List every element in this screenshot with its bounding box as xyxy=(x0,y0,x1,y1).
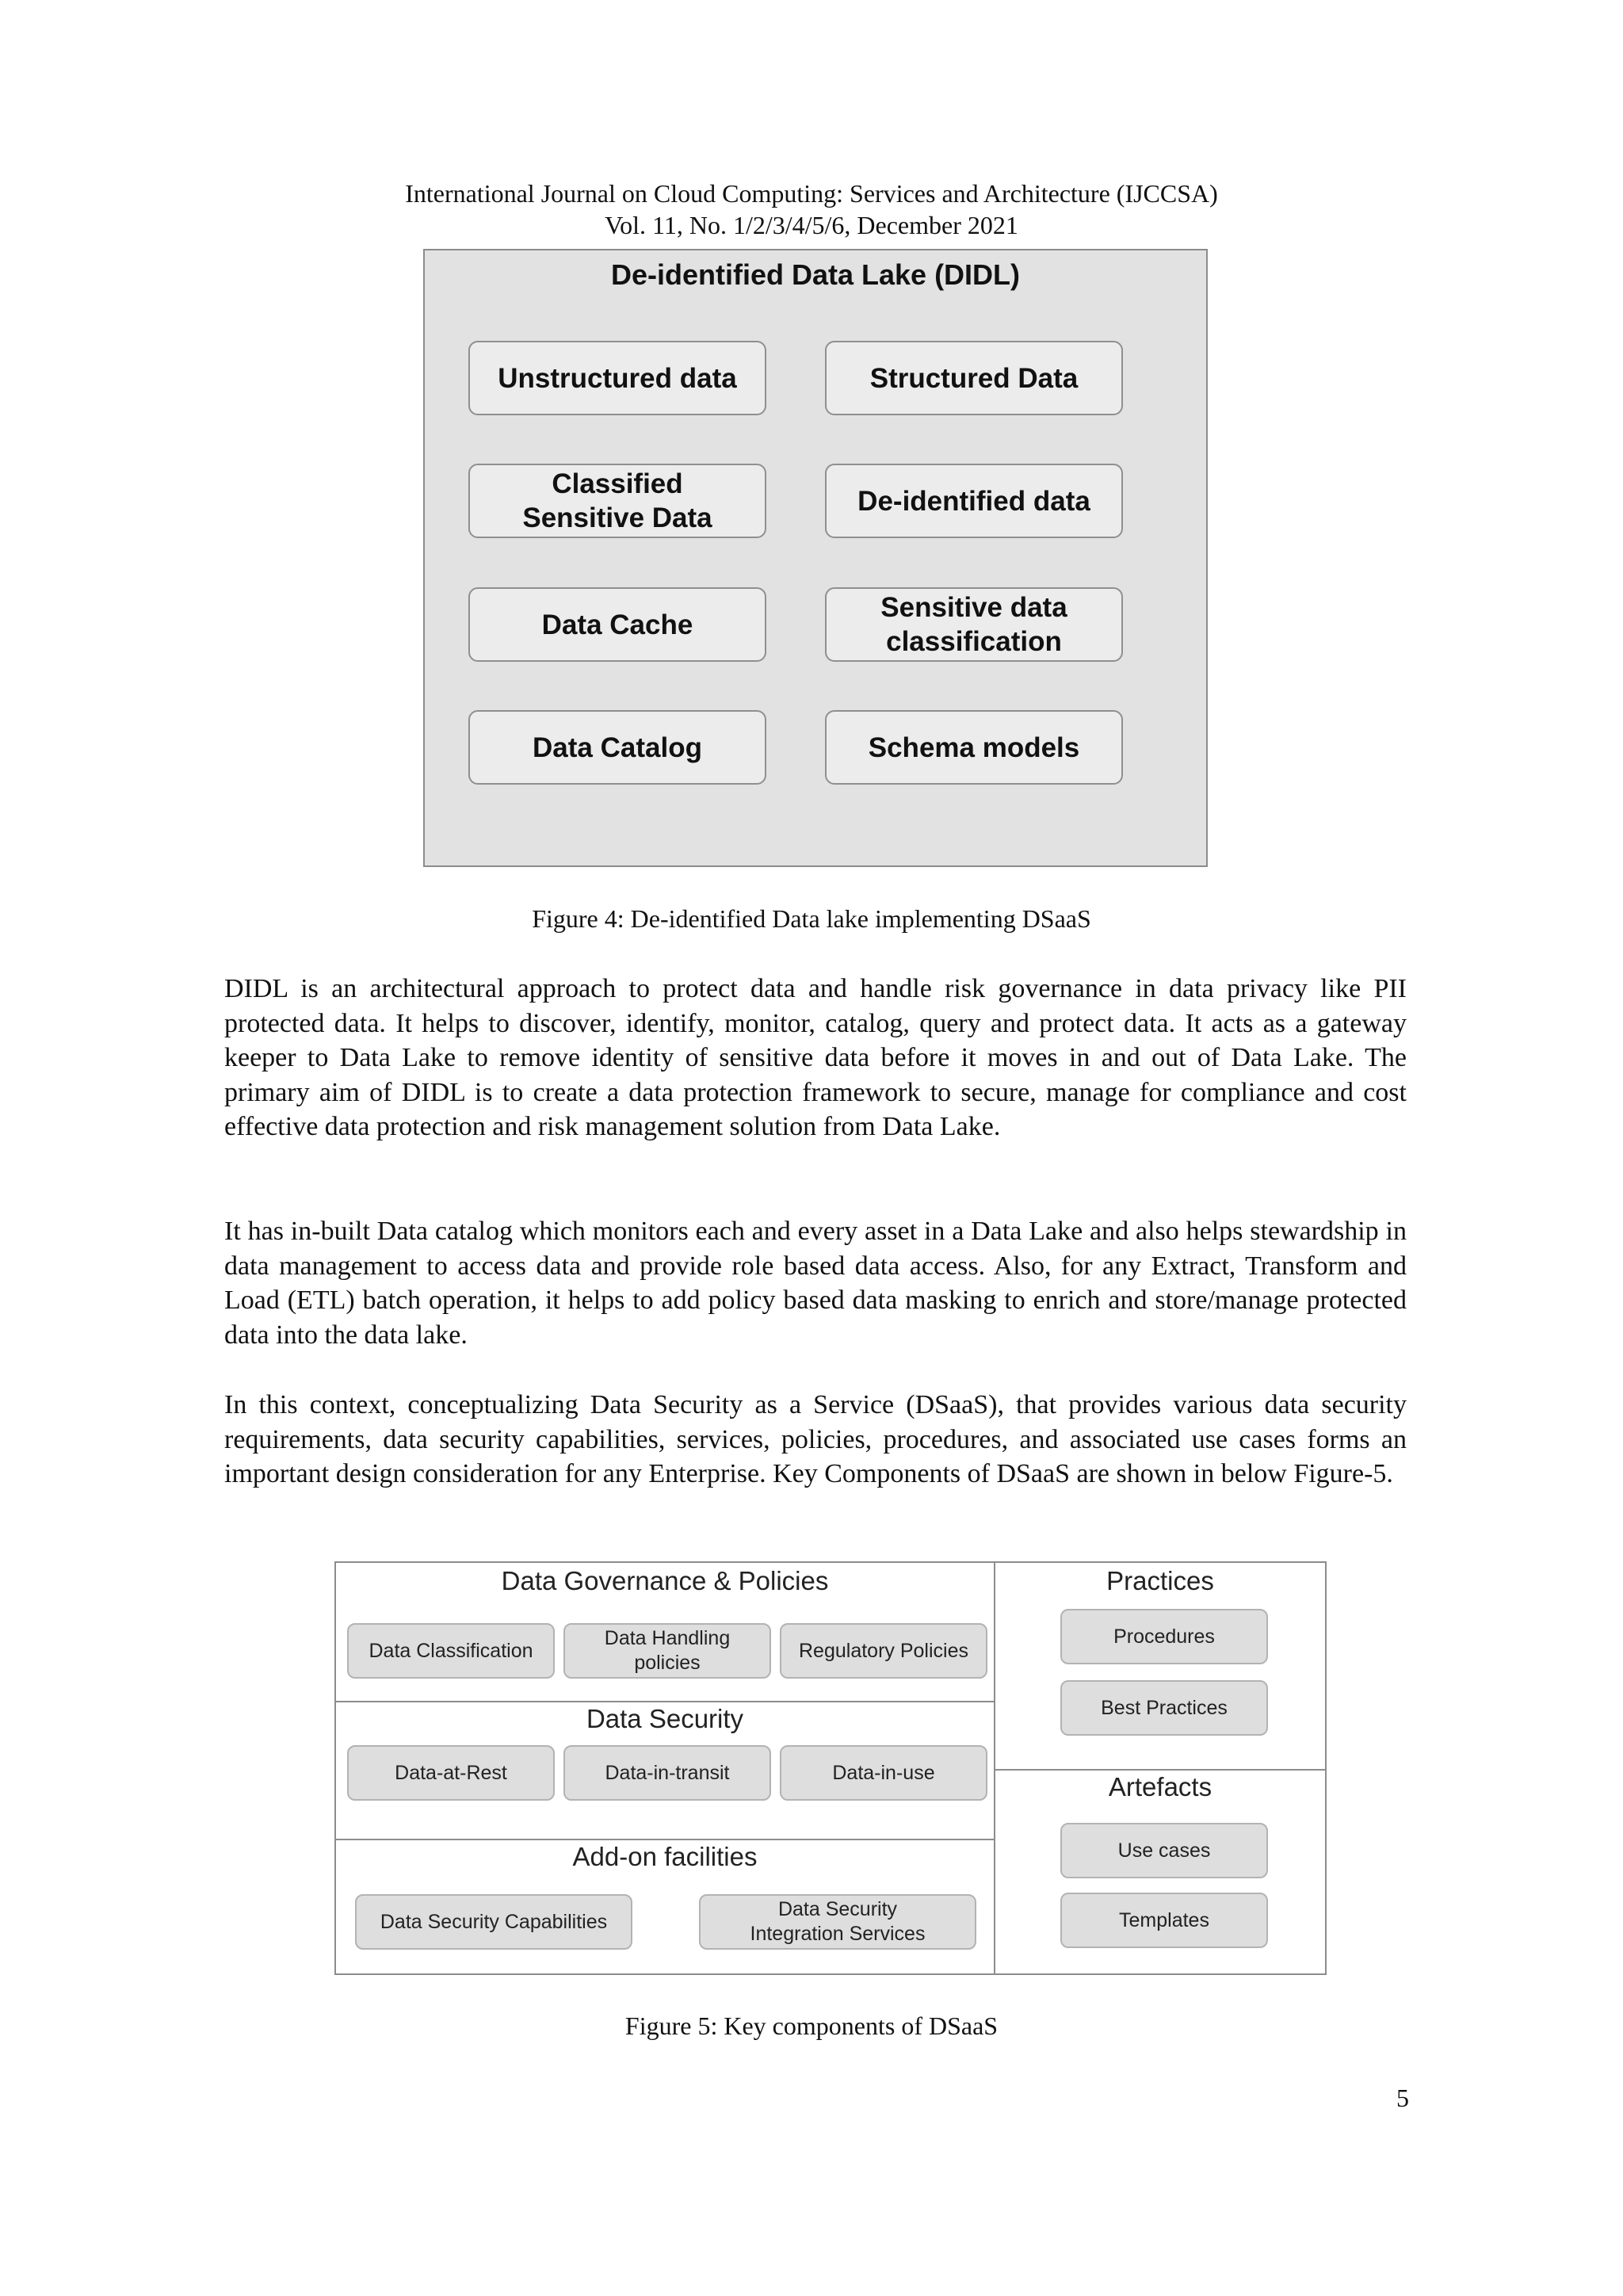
box-data-in-use: Data-in-use xyxy=(780,1745,987,1801)
box-best-practices: Best Practices xyxy=(1060,1680,1268,1736)
paragraph-dsaas: In this context, conceptualizing Data Security as a Service (DSaaS), that provides various data security requirements, data security capabilities, services, policies, procedures, and associated use cases forms an important design consideration for any Enterprise. Key Components of DSaaS are shown in below Figure-5. xyxy=(224,1390,1407,1488)
section-divider-governance xyxy=(336,1701,994,1702)
box-structured-data: Structured Data xyxy=(825,341,1123,415)
section-divider-security xyxy=(336,1839,994,1840)
box-data-security-capabilities: Data Security Capabilities xyxy=(355,1894,632,1950)
box-regulatory-policies: Regulatory Policies xyxy=(780,1623,987,1679)
section-divider-practices xyxy=(994,1769,1325,1771)
box-use-cases: Use cases xyxy=(1060,1823,1268,1878)
box-sensitive-data-classification: Sensitive data classification xyxy=(825,587,1123,662)
box-data-classification: Data Classification xyxy=(347,1623,555,1679)
box-data-at-rest: Data-at-Rest xyxy=(347,1745,555,1801)
journal-title: International Journal on Cloud Computing: Services and Architecture (IJCCSA) xyxy=(405,179,1218,208)
box-data-cache: Data Cache xyxy=(468,587,766,662)
figure-5-dsaas-diagram xyxy=(334,1561,1327,1975)
column-divider xyxy=(994,1563,995,1973)
figure-4-caption: Figure 4: De-identified Data lake implementing DSaaS xyxy=(532,904,1091,933)
paragraph-data-catalog: It has in-built Data catalog which monitors each and every asset in a Data Lake and also helps stewardship in data management to access data and provide role based data access. Also, for any Extract, Transform and Load (ETL) batch operation, it helps to add policy based data masking to enrich and store/manage protected data into the data lake. xyxy=(224,1217,1407,1350)
box-data-handling-policies: Data Handling policies xyxy=(563,1623,771,1679)
box-data-in-transit: Data-in-transit xyxy=(563,1745,771,1801)
artefacts-title: Artefacts xyxy=(1108,1772,1212,1801)
practices-title: Practices xyxy=(1106,1566,1214,1595)
box-data-catalog: Data Catalog xyxy=(468,710,766,785)
box-procedures: Procedures xyxy=(1060,1609,1268,1664)
box-schema-models: Schema models xyxy=(825,710,1123,785)
figure-4-title: De-identified Data Lake (DIDL) xyxy=(610,258,1021,291)
page-number: 5 xyxy=(1396,2084,1409,2112)
governance-title: Data Governance & Policies xyxy=(501,1566,829,1595)
addon-facilities-title: Add-on facilities xyxy=(572,1842,758,1871)
data-security-title: Data Security xyxy=(586,1704,744,1733)
journal-volume: Vol. 11, No. 1/2/3/4/5/6, December 2021 xyxy=(605,211,1018,239)
box-unstructured-data: Unstructured data xyxy=(468,341,766,415)
box-classified-sensitive-data: Classified Sensitive Data xyxy=(468,464,766,538)
box-de-identified-data: De-identified data xyxy=(825,464,1123,538)
paragraph-didl: DIDL is an architectural approach to protect data and handle risk governance in data privacy like PII protected data. It helps to discover, identify, monitor, catalog, query and protect data. It acts as a gateway keeper to Data Lake to remove identity of sensitive data before it moves in and out of Data Lake. The primary aim of DIDL is to create a data protection framework to secure, manage for compliance and cost effective data protection and risk management solution from Data Lake. xyxy=(224,974,1407,1141)
box-data-security-integration-services: Data Security Integration Services xyxy=(699,1894,976,1950)
figure-5-caption: Figure 5: Key components of DSaaS xyxy=(624,2011,999,2040)
figure-4-didl-diagram xyxy=(423,249,1208,867)
box-templates: Templates xyxy=(1060,1893,1268,1948)
